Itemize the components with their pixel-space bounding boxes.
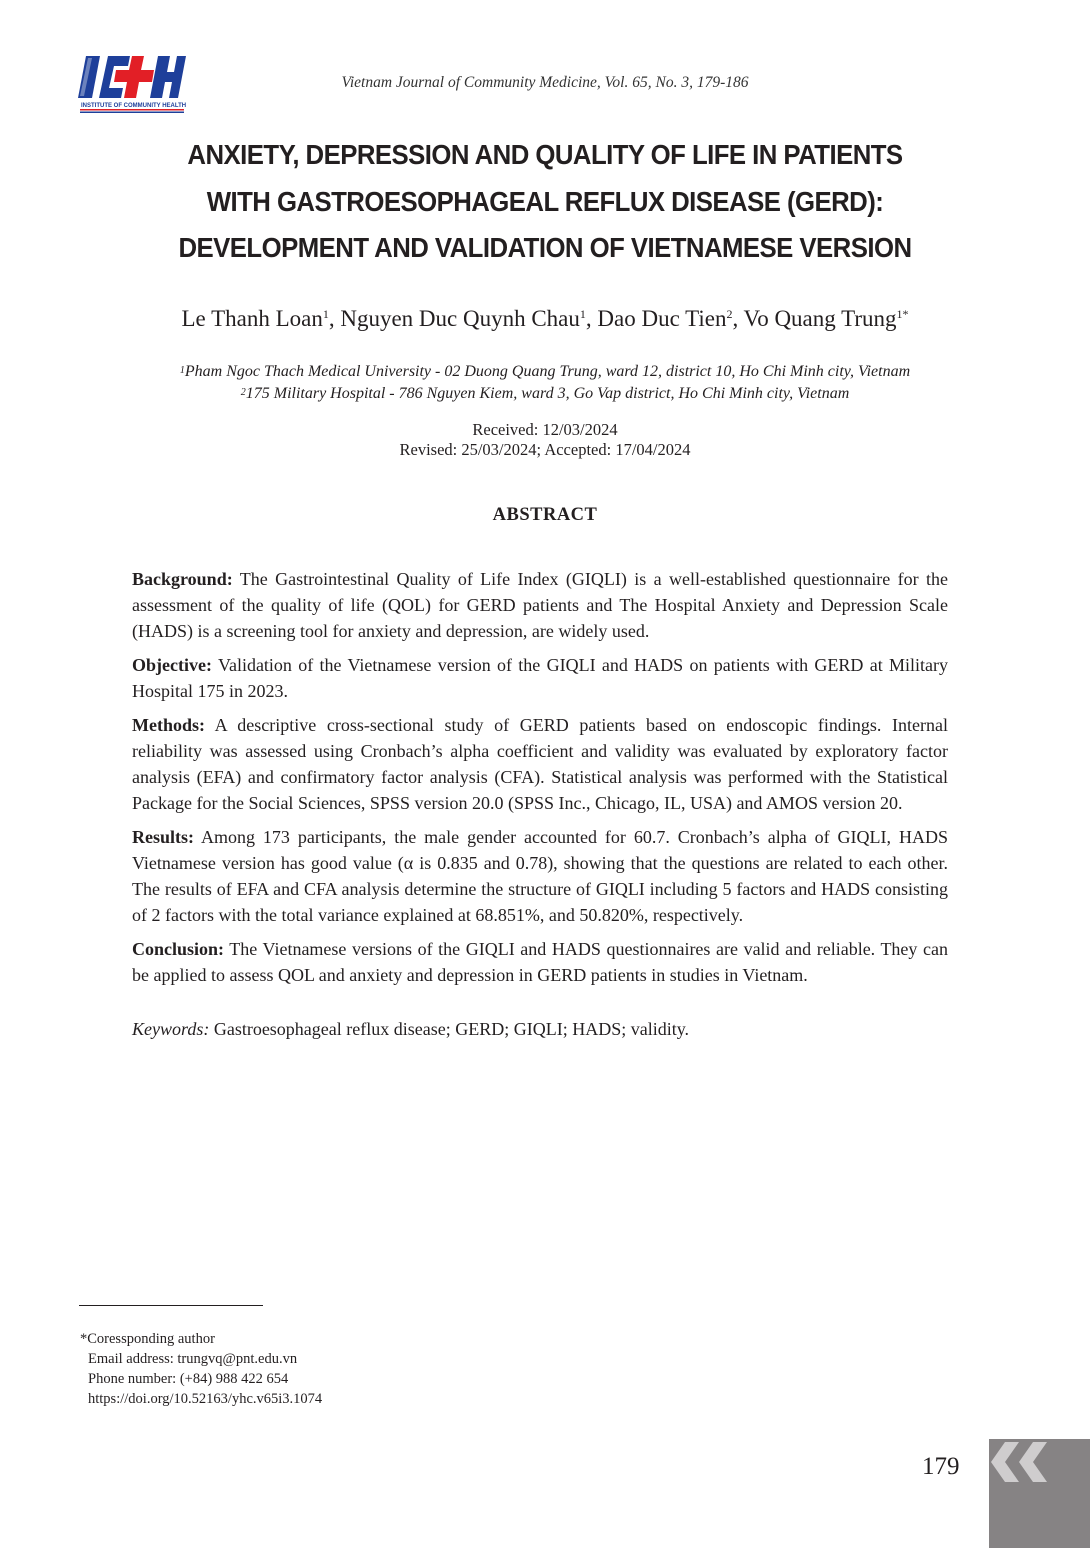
received-date: Received: 12/03/2024 <box>472 420 618 439</box>
title-line: ANXIETY, DEPRESSION AND QUALITY OF LIFE IN PATIENTS <box>187 139 903 170</box>
journal-citation: Vietnam Journal of Community Medicine, Vol. 65, No. 3, 179-186 <box>341 74 749 91</box>
footnote-divider <box>79 1305 263 1306</box>
abstract-conclusion: Conclusion: The Vietnamese versions of the GIQLI and HADS questionnaires are valid and reliable. They can be applied to assess QOL and anxiety and depression in GERD patients in studies in Vietnam. <box>132 939 948 985</box>
author-list: Le Thanh Loan$^1$, Nguyen Duc Quynh Chau$^1$, Dao Duc Tien$^2$, Vo Quang Trung$^{1*}$ <box>181 306 909 331</box>
doi-link[interactable]: https://doi.org/10.52163/yhc.v65i3.1074 <box>88 1391 323 1407</box>
affiliations <box>0 361 1090 405</box>
author-name: Dao Duc Tien <box>597 306 727 331</box>
author-name: Vo Quang Trung <box>743 306 897 331</box>
abstract-results: Results: Among 173 participants, the male gender accounted for 60.7. Cronbach’s alpha of GIQLI, HADS Vietnamese version has good value (α is 0.835 and 0.78), showing that the questions are related to each other. The results of EFA and CFA analysis determine the structure of GIQLI including 5 factors and HADS consisting of 2 factors with the total variance explained at 68.851%, and 50.820%, respectively. <box>132 827 948 925</box>
affiliation-line: $^1$Pham Ngoc Thach Medical University - 02 Duong Quang Trung, ward 12, district 10, Ho Chi Minh city, Vietnam <box>179 363 911 380</box>
abstract-background: Background: The Gastrointestinal Quality of Life Index (GIQLI) is a well-established questionnaire for the assessment of the quality of life (QOL) for GERD patients and The Hospital Anxiety and Depression Scale (HADS) is a screening tool for anxiety and depression, are widely used. <box>132 569 948 641</box>
page-tab <box>989 1439 1090 1548</box>
email-address: Email address: trungvq@pnt.edu.vn <box>88 1351 298 1367</box>
author-affiliation-mark: 1* <box>896 307 909 321</box>
author-affiliation-mark: 1 <box>322 307 329 321</box>
page-number: 179 <box>922 1453 960 1480</box>
author-affiliation-mark: 2 <box>726 307 733 321</box>
article-title <box>136 132 955 272</box>
article-dates <box>0 420 1090 460</box>
footnote <box>80 1329 322 1409</box>
svg-text:INSTITUTE OF COMMUNITY HEALTH: INSTITUTE OF COMMUNITY HEALTH <box>81 103 186 109</box>
abstract-objective: Objective: Validation of the Vietnamese version of the GIQLI and HADS on patients with GERD at Military Hospital 175 in 2023. <box>132 655 948 701</box>
author-name: Le Thanh Loan <box>181 306 323 331</box>
revised-accepted-dates: Revised: 25/03/2024; Accepted: 17/04/2024 <box>399 440 691 459</box>
author-affiliation-mark: 1 <box>579 307 586 321</box>
corresponding-author-label: *Coressponding author <box>80 1331 215 1347</box>
abstract-methods: Methods: A descriptive cross-sectional study of GERD patients based on endoscopic findings. Internal reliability was assessed using Cronbach’s alpha coefficient and validity was evaluated by exploratory factor analysis (EFA) and confirmatory factor analysis (CFA). Statistical analysis was performed with the Statistical Package for the Social Sciences, SPSS version 20.0 (SPSS Inc., Chicago, IL, USA) and AMOS version 20. <box>132 715 948 813</box>
title-line: DEVELOPMENT AND VALIDATION OF VIETNAMESE VERSION <box>178 232 912 263</box>
author-name: Nguyen Duc Quynh Chau <box>340 306 580 331</box>
keywords: Keywords: Gastroesophageal reflux disease; GERD; GIQLI; HADS; validity. <box>132 1019 690 1039</box>
title-line: WITH GASTROESOPHAGEAL REFLUX DISEASE (GERD): <box>206 185 884 217</box>
abstract-body <box>132 566 948 1050</box>
affiliation-line: $^2$175 Military Hospital - 786 Nguyen Kiem, ward 3, Go Vap district, Ho Chi Minh city, Vietnam <box>240 385 850 402</box>
abstract-heading: ABSTRACT <box>492 505 598 525</box>
double-chevron-left-icon <box>991 1442 1055 1486</box>
phone-number: Phone number: (+84) 988 422 654 <box>88 1371 289 1387</box>
